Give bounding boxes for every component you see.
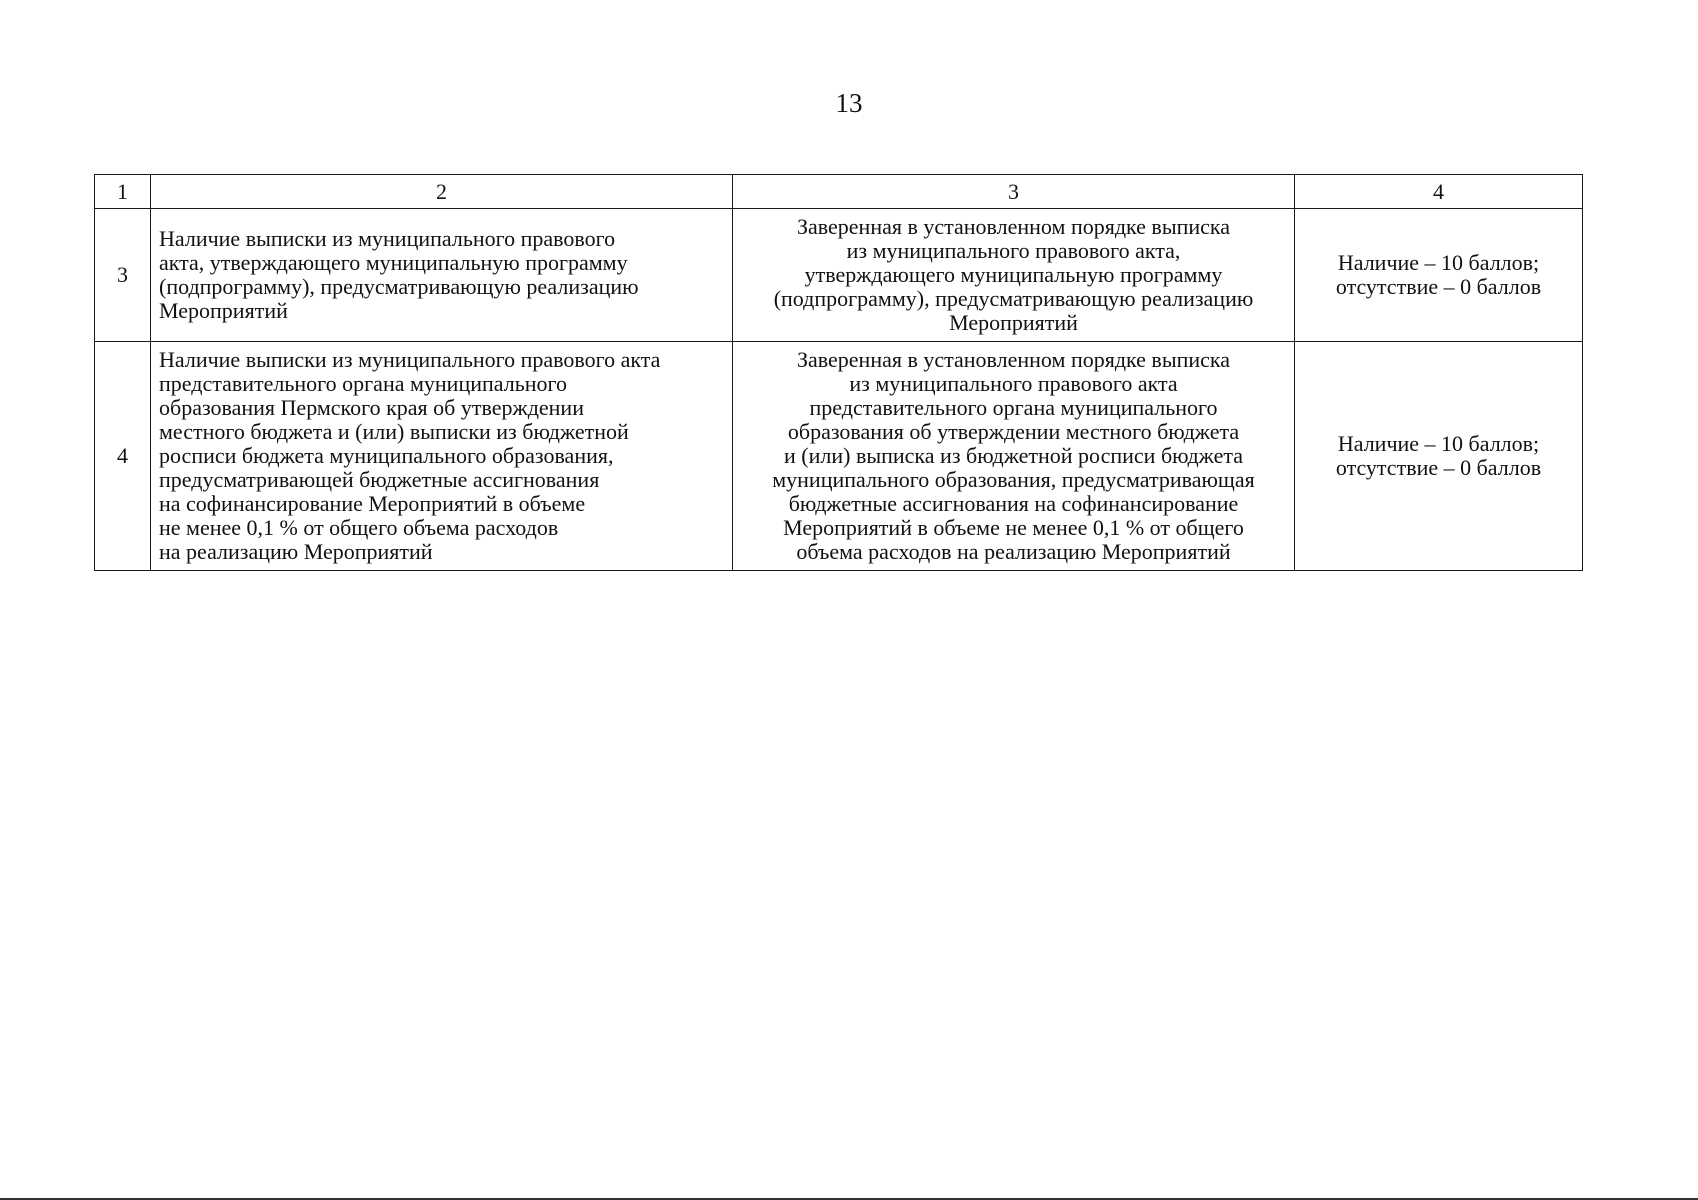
criterion-line: Наличие выписки из муниципального правового — [159, 226, 616, 251]
criteria-table — [94, 174, 1583, 571]
document-cell — [733, 342, 1295, 571]
score-cell — [1295, 342, 1583, 571]
document-line: Мероприятий в объеме не менее 0,1 % от общего — [783, 515, 1244, 540]
criterion-line: росписи бюджета муниципального образования, — [159, 443, 614, 468]
document-line: Мероприятий — [949, 310, 1078, 335]
criterion-line: представительного органа муниципального — [159, 371, 567, 396]
document-cell — [733, 209, 1295, 342]
criterion-line: акта, утверждающего муниципальную программу — [159, 250, 628, 275]
column-number-1: 1 — [95, 175, 151, 209]
criterion-line: не менее 0,1 % от общего объема расходов — [159, 515, 559, 540]
score-cell — [1295, 209, 1583, 342]
document-line: (подпрограмму), предусматривающую реализацию — [773, 286, 1254, 311]
score-line: отсутствие – 0 баллов — [1335, 455, 1542, 480]
document-line: утверждающего муниципальную программу — [804, 262, 1223, 287]
criterion-line: Наличие выписки из муниципального правового акта — [159, 347, 661, 372]
document-line: из муниципального правового акта, — [846, 238, 1181, 263]
document-line: объема расходов на реализацию Мероприятий — [796, 539, 1231, 564]
document-line: из муниципального правового акта — [849, 371, 1178, 396]
criterion-line: местного бюджета и (или) выписки из бюджетной — [159, 419, 629, 444]
criterion-line: Мероприятий — [159, 298, 288, 323]
document-line: образования об утверждении местного бюджета — [787, 419, 1240, 444]
row-number: 3 — [95, 209, 151, 342]
table-header-row — [95, 175, 1583, 209]
document-line: и (или) выписка из бюджетной росписи бюджета — [784, 443, 1243, 468]
criterion-line: на реализацию Мероприятий — [159, 539, 433, 564]
score-line: Наличие – 10 баллов; — [1337, 431, 1540, 456]
score-line: Наличие – 10 баллов; — [1337, 250, 1540, 275]
document-line: Заверенная в установленном порядке выписка — [796, 214, 1231, 239]
criterion-line: (подпрограмму), предусматривающую реализацию — [159, 274, 639, 299]
document-line: представительного органа муниципального — [809, 395, 1218, 420]
criterion-cell — [151, 342, 733, 571]
document-line: Заверенная в установленном порядке выписка — [796, 347, 1231, 372]
table-row — [95, 209, 1583, 342]
column-number-4: 4 — [1295, 175, 1583, 209]
row-number: 4 — [95, 342, 151, 571]
criterion-line: образования Пермского края об утверждении — [159, 395, 584, 420]
column-number-2: 2 — [151, 175, 733, 209]
score-line: отсутствие – 0 баллов — [1335, 274, 1542, 299]
table-row — [95, 342, 1583, 571]
criterion-line: на софинансирование Мероприятий в объеме — [159, 491, 586, 516]
document-line: бюджетные ассигнования на софинансирование — [788, 491, 1239, 516]
page-number: 13 — [835, 88, 863, 118]
column-number-3: 3 — [733, 175, 1295, 209]
criterion-cell — [151, 209, 733, 342]
criterion-line: предусматривающей бюджетные ассигнования — [159, 467, 600, 492]
document-line: муниципального образования, предусматривающая — [772, 467, 1255, 492]
